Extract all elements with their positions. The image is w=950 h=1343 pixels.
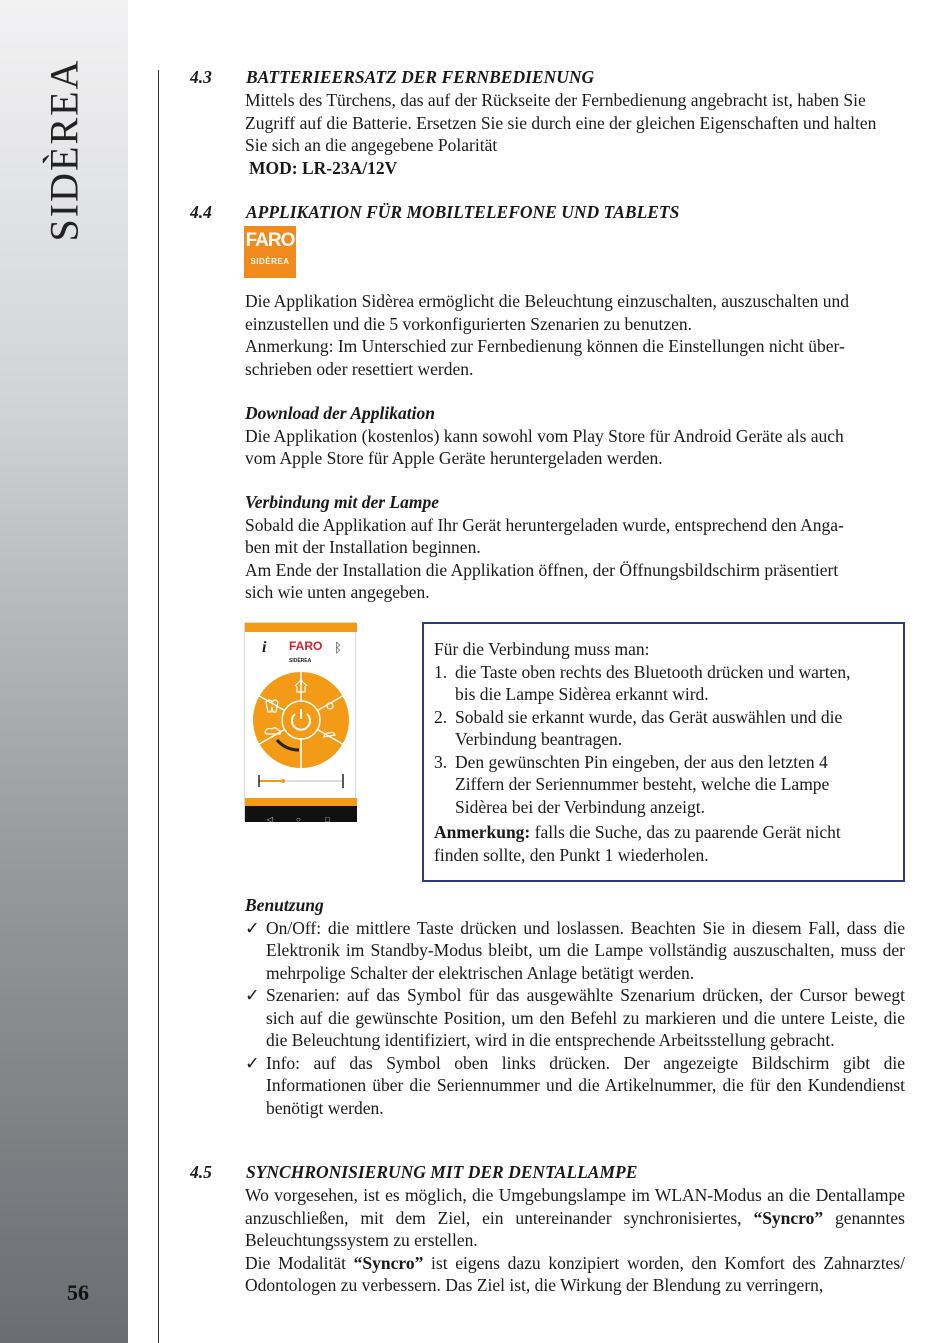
text-line: Die Applikation (kostenlos) kann sowohl vom Play Store für Android Geräte als auch — [245, 425, 844, 446]
section-title: BATTERIEERSATZ DER FERNBEDIENUNG — [246, 67, 595, 87]
text-run: ist eigens dazu konzipiert worden, den Komfort des Zahnarztes/ Odontologen zu verbessern. Das Ziel ist, die Wirkung der Blendung zu verringern, — [245, 1252, 905, 1295]
list-item — [245, 1052, 905, 1120]
text-line: Sie sich an die angegebene Polarität — [245, 135, 498, 155]
text-line: Am Ende der Installation die Applikation öffnen, der Öffnungsbildschirm präsentiert — [245, 559, 839, 580]
usage-section — [245, 894, 905, 1119]
text-line: Verbindung beantragen. — [455, 729, 623, 749]
nav-home-icon: ○ — [296, 815, 301, 824]
step-number: 2. — [434, 706, 448, 727]
section-heading-4-5 — [190, 1161, 637, 1184]
check-icon: ✓ — [245, 917, 260, 938]
list-item — [434, 706, 893, 751]
text-run: genanntes Beleuchtungssystem zu erstellen. — [245, 1207, 905, 1250]
note-label: Anmerkung: — [434, 822, 531, 842]
syncro-term: “Syncro” — [753, 1207, 824, 1228]
steps-list — [434, 661, 893, 819]
item-text: Szenarien: auf das Symbol für das ausgewählte Szenarium drücken, der Cursor bewegt sich auf die gewünschte Position, um den Befehl zu markieren und die untere Leiste, die die Beleuchtung identifiziert, wird in die entsprechende Arbeitsstellung gebracht. — [266, 985, 905, 1050]
usage-title: Benutzung — [245, 895, 324, 915]
nav-back-icon: ◁ — [267, 815, 274, 824]
section-number: 4.5 — [190, 1162, 212, 1182]
item-text: On/Off: die mittlere Taste drücken und loslassen. Beachten Sie in diesem Fall, dass die Elektronik im Standby-Modus bleibt, um die Lampe vollständig auszuschalten, muss der mehrpolige Schalter der elektrischen Anlage betätigt werden. — [266, 917, 905, 983]
faro-siderea-logo — [244, 226, 296, 278]
model-label: MOD: LR-23A/12V — [249, 157, 398, 178]
connection-instructions-box — [422, 622, 905, 882]
app-screenshot — [244, 622, 356, 824]
item-text: Info: auf das Symbol oben links drücken. Der angezeigte Bildschirm gibt die Informationen über die Seriennummer und die Artikelnummer, die für den Kundendienst benötigt werden. — [266, 1052, 905, 1118]
text-line: Ziffern der Seriennummer besteht, welche die Lampe — [455, 774, 830, 794]
check-icon: ✓ — [245, 1052, 260, 1073]
logo-siderea-text: SIDÈREA — [250, 257, 290, 266]
section-number: 4.3 — [190, 67, 212, 87]
phone-status-bar — [245, 623, 357, 632]
text-line: bis die Lampe Sidèrea erkannt wird. — [455, 684, 709, 704]
box-intro: Für die Verbindung muss man: — [434, 639, 650, 659]
text-line: einzustellen und die 5 vorkonfigurierten Szenarien zu benutzen. — [245, 313, 693, 334]
text-run: Die Modalität — [245, 1252, 354, 1273]
section-heading-4-4 — [190, 201, 679, 224]
connection-title: Verbindung mit der Lampe — [245, 492, 439, 512]
text-line: vom Apple Store für Apple Geräte heruntergeladen werden. — [245, 448, 663, 468]
section-number: 4.4 — [190, 202, 212, 222]
brightness-slider — [257, 773, 345, 789]
section-title: SYNCHRONISIERUNG MIT DER DENTALLAMPE — [246, 1162, 638, 1182]
text-line: Sobald sie erkannt wurde, das Gerät auswählen und die — [455, 706, 843, 727]
list-item — [245, 917, 905, 985]
text-line: ben mit der Installation beginnen. — [245, 537, 481, 557]
download-title: Download der Applikation — [245, 403, 435, 423]
paragraph — [245, 1252, 905, 1297]
check-icon: ✓ — [245, 985, 260, 1005]
section-body-4-3 — [245, 89, 905, 179]
syncro-term: “Syncro” — [353, 1252, 424, 1273]
section-title: APPLIKATION FÜR MOBILTELEFONE UND TABLETS — [246, 202, 680, 222]
text-line: sich wie unten angegeben. — [245, 582, 430, 602]
phone-nav-bar — [245, 806, 357, 822]
text-line: die Taste oben rechts des Bluetooth drücken und warten, — [455, 661, 851, 682]
bluetooth-icon: ᛒ — [334, 640, 342, 655]
page-number: 56 — [67, 1280, 89, 1305]
box-note — [434, 821, 893, 844]
nav-recent-icon: □ — [325, 815, 330, 824]
text-line: Sidèrea bei der Verbindung anzeigt. — [455, 796, 705, 817]
text-line: Den gewünschten Pin eingeben, der aus den letzten 4 — [455, 751, 828, 772]
text-line: schrieben oder resettiert werden. — [245, 358, 474, 379]
text-line: Anmerkung: Im Unterschied zur Fernbedienung können die Einstellungen nicht über- — [245, 336, 845, 356]
text-line: Mittels des Türchens, das auf der Rückseite der Fernbedienung angebracht ist, haben Sie — [245, 90, 866, 110]
list-item — [434, 661, 893, 706]
text-line: Sobald die Applikation auf Ihr Gerät heruntergeladen wurde, entsprechend den Anga- — [245, 514, 844, 535]
text-line: finden sollte, den Punkt 1 wiederholen. — [434, 844, 709, 865]
logo-faro-text: FARO — [245, 230, 295, 251]
usage-list — [245, 917, 905, 1120]
text-run: Wo vorgesehen, ist es möglich, die Umgebungslampe im WLAN-Modus an die Dentallampe anzuschließen, mit dem Ziel, ein untereinander synchronisiertes, — [245, 1185, 905, 1228]
section-body-4-4 — [245, 290, 905, 380]
paragraph — [245, 1184, 905, 1252]
step-number: 1. — [434, 661, 448, 682]
list-item — [245, 984, 905, 1052]
step-number: 3. — [434, 751, 448, 772]
info-icon: i — [262, 639, 267, 656]
phone-scenario-bar — [245, 798, 357, 806]
app-logo-siderea: SIDÈREA — [289, 658, 312, 664]
text-line: Zugriff auf die Batterie. Ersetzen Sie sie durch eine der gleichen Eigenschaften und halten — [245, 112, 877, 133]
power-button — [282, 701, 320, 739]
list-item — [434, 751, 893, 819]
section-heading-4-3 — [190, 66, 594, 89]
section-body-4-5 — [245, 1184, 905, 1297]
connection-section — [245, 491, 905, 604]
download-section — [245, 402, 905, 470]
app-logo-faro: FARO — [289, 639, 323, 653]
text-line: Die Applikation Sidèrea ermöglicht die Beleuchtung einzuschalten, auszuschalten und — [245, 291, 850, 311]
brand-title: SIDÈREA — [41, 58, 87, 242]
note-text: falls die Suche, das zu paarende Gerät nicht — [530, 822, 841, 842]
scenario-wheel — [251, 670, 351, 770]
